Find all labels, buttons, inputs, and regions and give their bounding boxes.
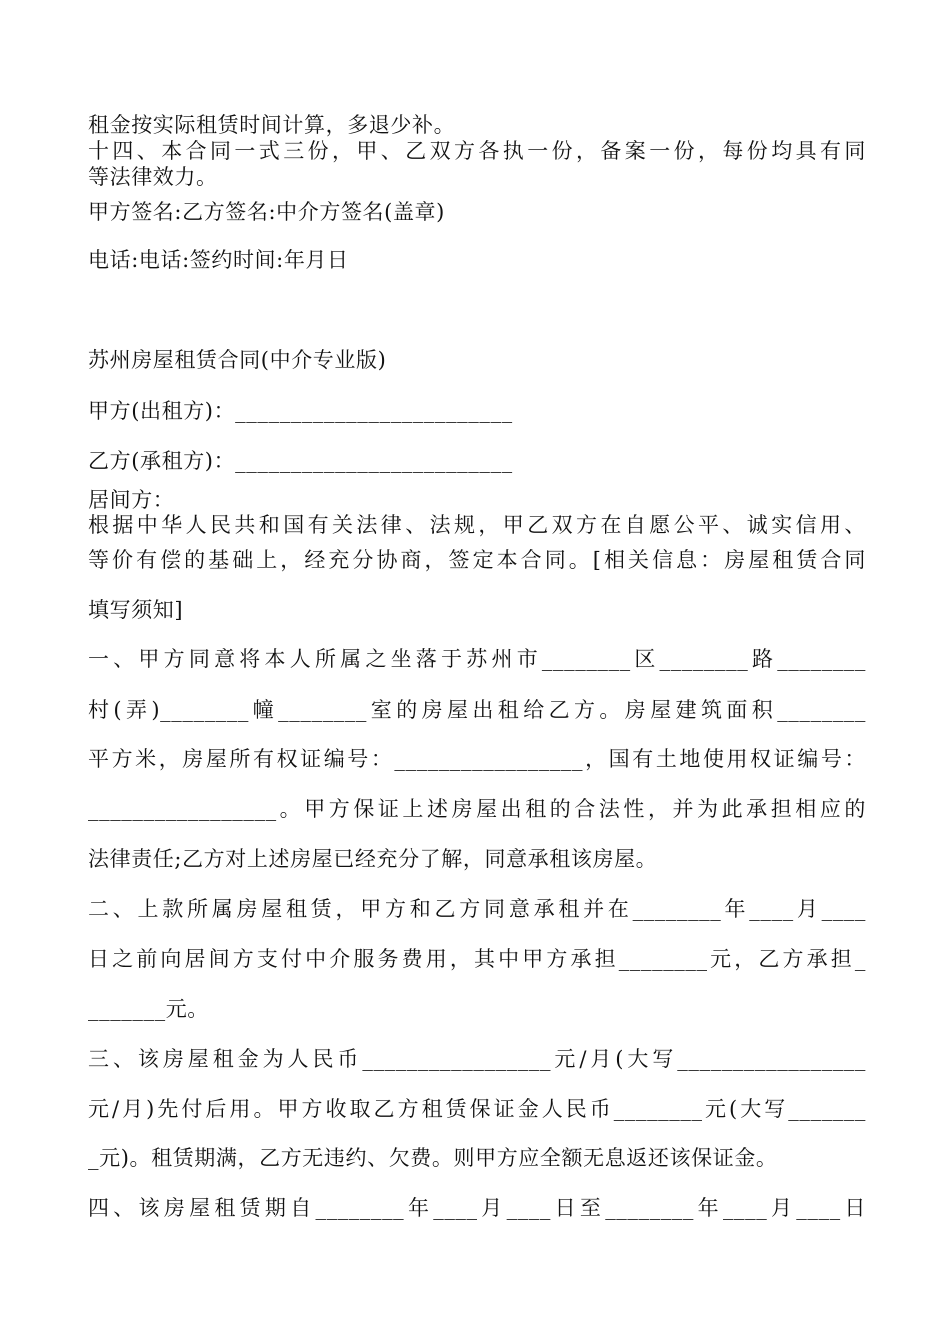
text-line: 填写须知] <box>88 598 184 622</box>
text-line: 等法律效力。 <box>88 165 218 189</box>
clause-line: 法律责任;乙方对上述房屋已经充分了解，同意承租该房屋。 <box>88 847 658 871</box>
clause-line: 三、该房屋租金为人民币_________________元/月(大写_________________ <box>88 1047 866 1071</box>
text-line: 根据中华人民共和国有关法律、法规，甲乙双方在自愿公平、诚实信用、 <box>88 513 866 537</box>
intermediary-line: 居间方： <box>88 488 175 512</box>
party-b-line: 乙方(承租方)：_________________________ <box>88 449 513 473</box>
clause-line: 村(弄)________幢________室的房屋出租给乙方。房屋建筑面积________ <box>88 698 866 722</box>
text-line: 等价有偿的基础上，经充分协商，签定本合同。[相关信息：房屋租赁合同 <box>88 548 866 572</box>
clause-line: 四、该房屋租赁期自________年____月____日至________年____月____日 <box>88 1196 866 1220</box>
clause-line: _________________。甲方保证上述房屋出租的合法性，并为此承担相应的 <box>88 797 866 821</box>
clause-line: 元/月)先付后用。甲方收取乙方租赁保证金人民币________元(大写_______ <box>88 1097 866 1121</box>
clause-line: _元)。租赁期满，乙方无违约、欠费。则甲方应全额无息返还该保证金。 <box>88 1146 778 1170</box>
clause-line: 二、上款所属房屋租赁，甲方和乙方同意承租并在________年____月____ <box>88 897 866 921</box>
text-line: 十四、本合同一式三份，甲、乙双方各执一份，备案一份，每份均具有同 <box>88 139 866 163</box>
clause-line: 日之前向居间方支付中介服务费用，其中甲方承担________元，乙方承担_ <box>88 947 866 971</box>
contact-line: 电话:电话:签约时间:年月日 <box>88 248 349 272</box>
clause-line: _______元。 <box>88 997 209 1021</box>
document-title: 苏州房屋租赁合同(中介专业版) <box>88 348 387 372</box>
signature-line: 甲方签名:乙方签名:中介方签名(盖章) <box>88 200 445 224</box>
clause-line: 平方米，房屋所有权证编号：_________________，国有土地使用权证编号： <box>88 747 866 771</box>
text-line: 租金按实际租赁时间计算，多退少补。 <box>88 113 456 137</box>
party-a-line: 甲方(出租方)：_________________________ <box>88 399 513 423</box>
clause-line: 一、甲方同意将本人所属之坐落于苏州市________区________路________ <box>88 647 866 671</box>
